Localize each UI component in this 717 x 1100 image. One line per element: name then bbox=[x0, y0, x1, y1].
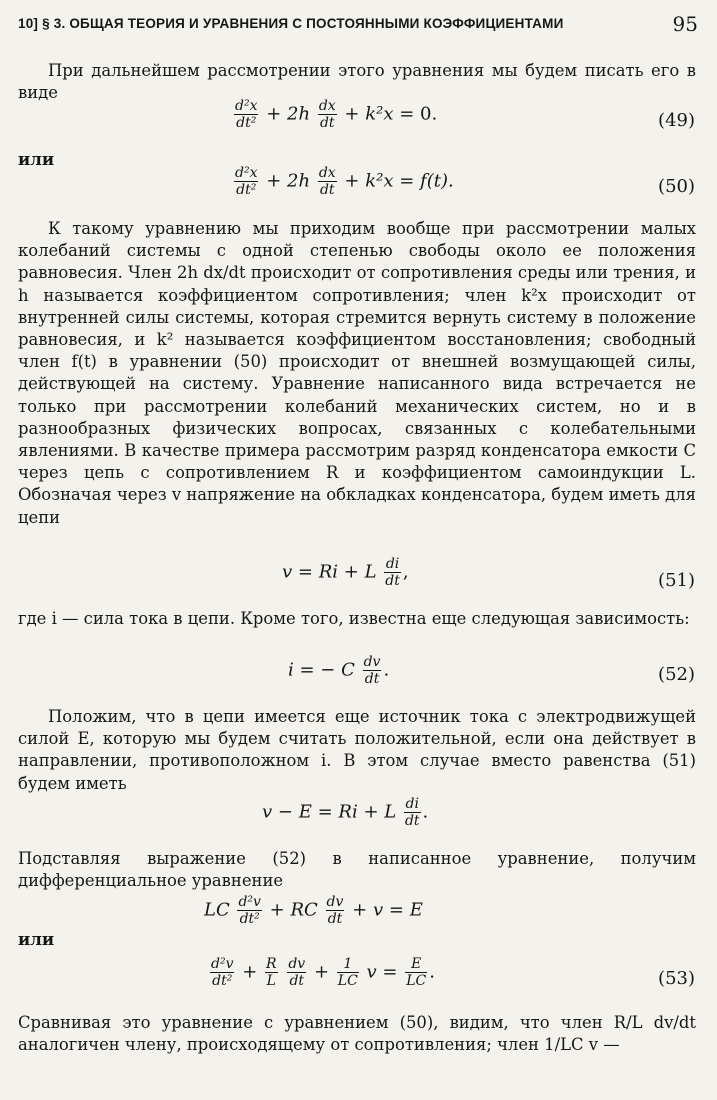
equation-52: i = − C $\frac{dv}{dt}$ . bbox=[288, 654, 390, 687]
equation-number-53: (53) bbox=[658, 968, 695, 989]
header-mark: 10] bbox=[18, 16, 39, 31]
header-section-title bbox=[18, 16, 563, 31]
word-or-2: или bbox=[18, 930, 55, 949]
paragraph-2: К такому уравнению мы приходим вообще при рассмотрении малых колебаний системы с одной степенью свободы около ее положения равновесия. Член 2h dx/dt происходит от сопротивления среды или трения, и h называется коэффициентом сопротивления; член k²x происходит от внутренней силы системы, которая стремится вернуть систему в положение равновесия, и k² называется коэффициентом восстановления; свободный член f(t) в уравнении (50) происходит от внешней возмущающей силы, действующей на систему. Уравнение написанного вида встречается не только при рассмотрении колебаний механических систем, но и в разнообразных физических вопросах, связанных с колебательными явлениями. В качестве примера рассмотрим разряд конденсатора емкости C через цепь с сопротивлением R и коэффициентом самоиндукции L. Обозначая через v напряжение на обкладках конденсатора, будем иметь для цепи bbox=[18, 219, 696, 527]
equation-unnumbered-2: LC $\frac{\text{d²v}}{\text{dt²}}$ + RC $\frac{dv}{dt}$ + v = E bbox=[204, 894, 423, 927]
equation-number-51: (51) bbox=[658, 570, 695, 591]
paragraph-4: Положим, что в цепи имеется еще источник тока с электродвижущей силой E, которую мы будем считать положительной, если она действует в направлении, противоположном i. В этом случае вместо равенства (51) будем иметь bbox=[18, 707, 696, 793]
page-number: 95 bbox=[672, 12, 698, 36]
paragraph-3: где i — сила тока в цепи. Кроме того, известна еще следующая зависимость: bbox=[18, 609, 690, 628]
equation-number-52: (52) bbox=[658, 664, 695, 685]
equation-50: $\frac{\text{d²x}}{\text{dt²}}$ + 2h $\frac{dx}{dt}$ + k²x = f(t). bbox=[235, 165, 454, 198]
equation-53: $\frac{\text{d²v}}{\text{dt²}}$ + $\frac{R}{L}$ $\frac{dv}{dt}$ + $\frac{1}{LC}$ v = $\frac{E}{LC}$ . bbox=[211, 956, 435, 989]
paragraph-5: Подставляя выражение (52) в написанное уравнение, получим дифференциальное уравнение bbox=[18, 849, 696, 891]
word-or-1: или bbox=[18, 150, 55, 169]
paragraph-1: При дальнейшем рассмотрении этого уравнения мы будем писать его в виде bbox=[18, 61, 696, 103]
equation-unnumbered-1: v − E = Ri + L $\frac{di}{dt}$ . bbox=[262, 796, 429, 829]
header-title: § 3. ОБЩАЯ ТЕОРИЯ И УРАВНЕНИЯ С ПОСТОЯННЫМИ КОЭФФИЦИЕНТАМИ bbox=[42, 16, 564, 31]
equation-49: $\frac{\text{d²x}}{\text{dt²}}$ + 2h $\frac{dx}{dt}$ + k²x = 0. bbox=[235, 98, 438, 131]
equation-51: v = Ri + L $\frac{di}{dt}$ , bbox=[282, 556, 409, 589]
paragraph-6: Сравнивая это уравнение с уравнением (50), видим, что член R/L dv/dt аналогичен члену, происходящему от сопротивления; член 1/LC v — bbox=[18, 1013, 696, 1055]
running-header bbox=[18, 12, 698, 38]
equation-number-50: (50) bbox=[658, 176, 695, 197]
equation-number-49: (49) bbox=[658, 110, 695, 131]
